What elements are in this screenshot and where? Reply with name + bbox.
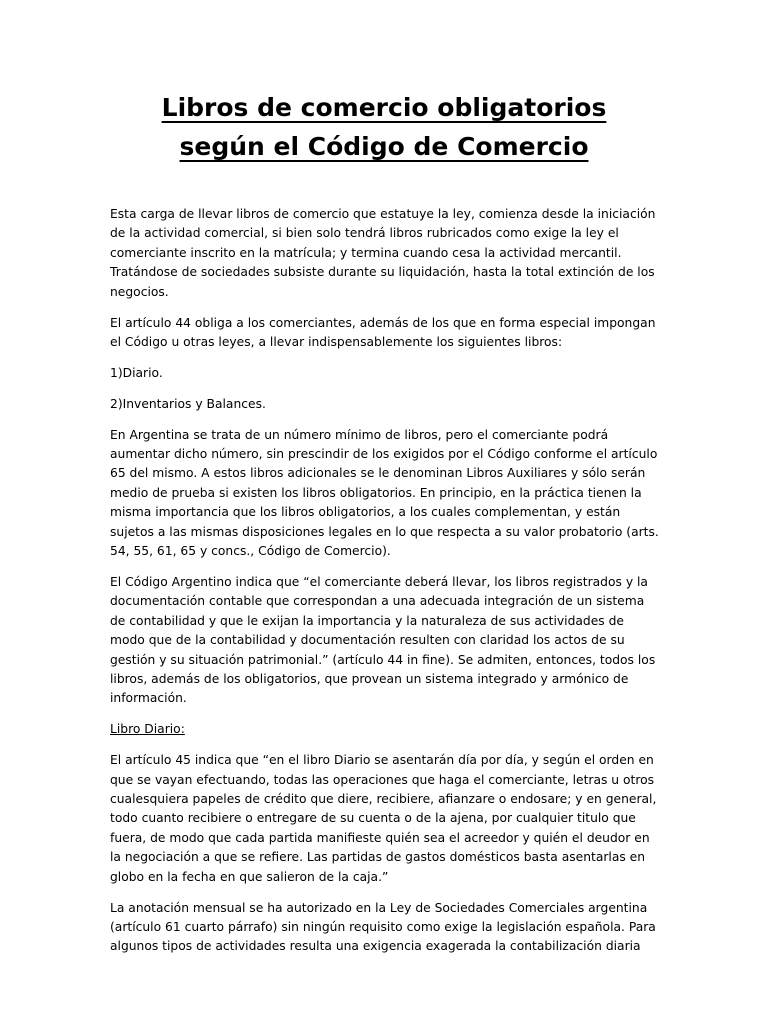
title-line-2: según el Código de Comercio [179, 132, 589, 161]
list-item-diario: 1)Diario. [110, 365, 163, 380]
title-line-1: Libros de comercio obligatorios [161, 93, 607, 122]
document-body [110, 205, 660, 968]
paragraph-argentina: En Argentina se trata de un número mínimo de libros, pero el comerciante podrá aumentar dicho número, sin prescindir de los exigidos por el Código conforme el artículo 65 del mismo. A estos libros adicionales se le denominan Libros Auxiliares y sólo serán medio de prueba si existen los libros obligatorios. En principio, en la práctica tienen la misma importancia que los libros obligatorios, a los cuales complementan, y están sujetos a las mismas disposiciones legales en lo que respecta a su valor probatorio (arts. 54, 55, 61, 65 y concs., Código de Comercio). [110, 427, 659, 559]
paragraph-codigo-argentino: El Código Argentino indica que “el comerciante deberá llevar, los libros registrados y la documentación contable que correspondan a una adecuada integración de un sistema de contabilidad y que le exijan la importancia y la naturaleza de sus actividades de modo que de la contabilidad y documentación resulten con claridad los actos de su gestión y su situación patrimonial.” (artículo 44 in fine). Se admiten, entonces, todos los libros, además de los obligatorios, que provean un sistema integrado y armónico de información. [110, 575, 656, 706]
paragraph-articulo-44: El artículo 44 obliga a los comerciantes, además de los que en forma especial impongan el Código u otras leyes, a llevar indispensablemente los siguientes libros: [110, 315, 656, 349]
document-title [60, 88, 708, 166]
paragraph-anotacion-mensual: La anotación mensual se ha autorizado en la Ley de Sociedades Comerciales argentina (artículo 61 cuarto párrafo) sin ningún requisito como exige la legislación española. Para algunos tipos de actividades resulta una exigencia exagerada la contabilización diaria [110, 900, 656, 954]
section-heading-libro-diario: Libro Diario: [110, 722, 185, 737]
paragraph-carga-libros: Esta carga de llevar libros de comercio que estatuye la ley, comienza desde la iniciación de la actividad comercial, si bien solo tendrá libros rubricados como exige la ley el comerciante inscrito en la matrícula; y termina cuando cesa la actividad mercantil. Tratándose de sociedades subsiste durante su liquidación, hasta la total extinción de los negocios. [110, 207, 656, 299]
list-item-inventarios: 2)Inventarios y Balances. [110, 396, 266, 411]
paragraph-articulo-45: El artículo 45 indica que “en el libro Diario se asentarán día por día, y según el orden en que se vayan efectuando, todas las operaciones que haga el comerciante, letras u otros cualesquiera papeles de crédito que diere, recibiere, afianzare o endosare; y en general, todo cuanto recibiere o entregare de su cuenta o de la ajena, por cualquier titulo que fuera, de modo que cada partida manifieste quién sea el acreedor y quién el deudor en la negociación a que se refiere. Las partidas de gastos domésticos basta asentarlas en globo en la fecha en que salieron de la caja.” [110, 753, 657, 884]
